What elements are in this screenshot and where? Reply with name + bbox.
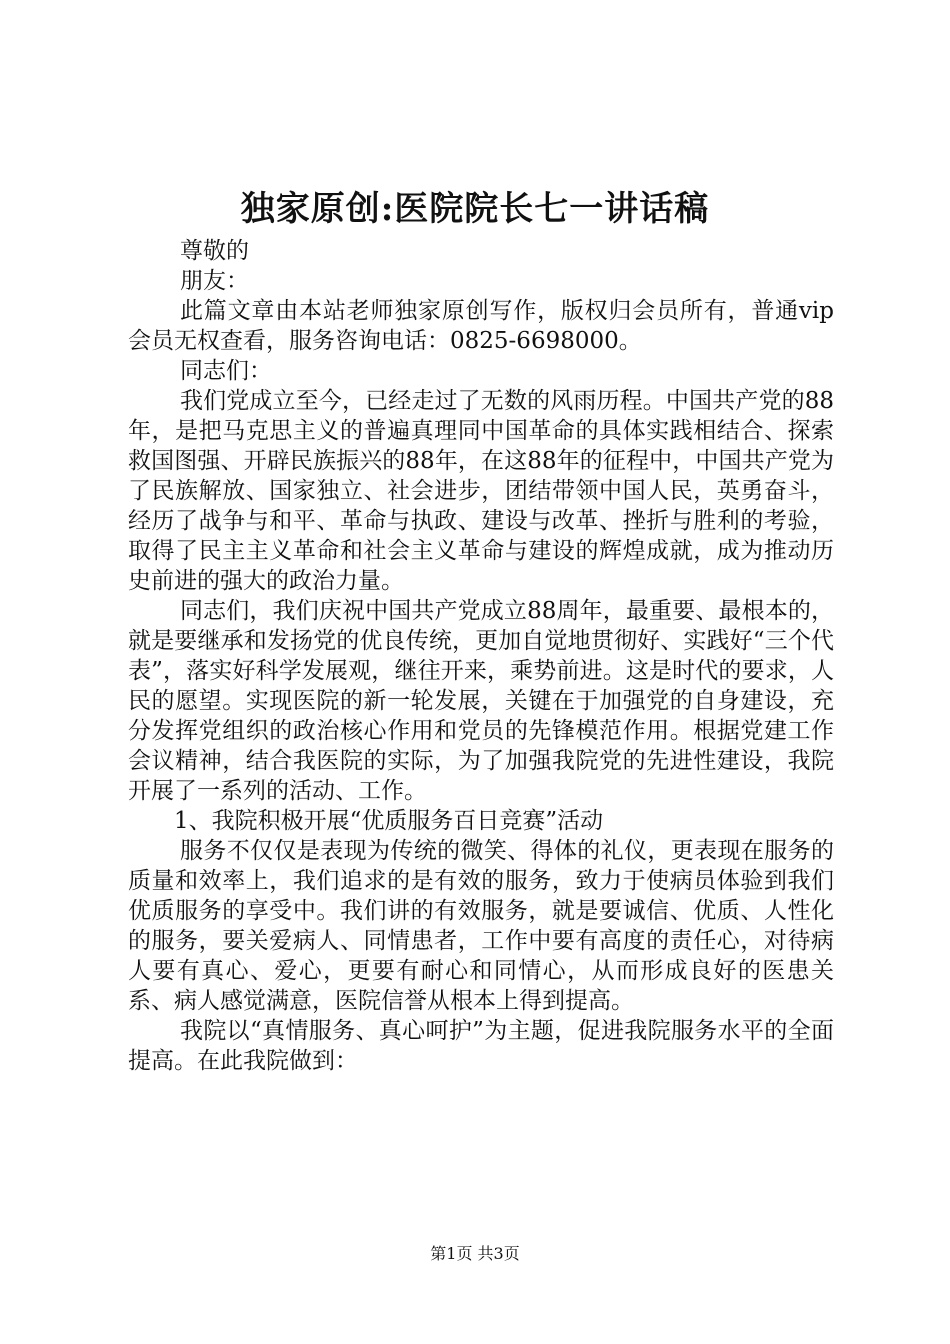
section-heading-1: 1、我院积极开展“优质服务百日竞赛”活动 <box>174 808 604 834</box>
address-comrades: 同志们： <box>180 358 272 384</box>
salutation-line-2: 朋友： <box>180 268 249 294</box>
paragraph-party-history: 我们党成立至今，已经走过了无数的风雨历程。中国共产党的88年，是把马克思主义的普遍真理同中国革命的具体实践相结合、探索救国图强、开辟民族振兴的88年，在这88年的征程中，中国共产党为了民族解放、国家独立、社会进步，团结带领中国人民，英勇奋斗，经历了战争与和平、革命与执政、建设与改革、挫折与胜利的考验，取得了民主主义革命和社会主义革命与建设的辉煌成就，成为推动历史前进的强大的政治力量。 <box>128 388 834 594</box>
document-title: 独家原创:医院院长七一讲话稿 <box>240 189 710 229</box>
salutation-line-1: 尊敬的 <box>180 238 249 264</box>
document-body <box>128 236 834 1076</box>
page-footer: 第1页 共3页 <box>430 1244 520 1263</box>
paragraph-celebration: 同志们，我们庆祝中国共产党成立88周年，最重要、最根本的，就是要继承和发扬党的优良传统，更加自觉地贯彻好、实践好“三个代表”，落实好科学发展观，继往开来，乘势前进。这是时代的要求，人民的愿望。实现医院的新一轮发展，关键在于加强党的自身建设，充分发挥党组织的政治核心作用和党员的先锋模范作用。根据党建工作会议精神，结合我医院的实际，为了加强我院党的先进性建设，我院开展了一系列的活动、工作。 <box>128 598 834 804</box>
copyright-notice: 此篇文章由本站老师独家原创写作，版权归会员所有，普通vip会员无权查看，服务咨询电话：0825-6698000。 <box>128 298 834 354</box>
paragraph-theme: 我院以“真情服务、真心呵护”为主题，促进我院服务水平的全面提高。在此我院做到： <box>128 1018 834 1074</box>
paragraph-service: 服务不仅仅是表现为传统的微笑、得体的礼仪，更表现在服务的质量和效率上，我们追求的是有效的服务，致力于使病员体验到我们优质服务的享受中。我们讲的有效服务，就是要诚信、优质、人性化的服务，要关爱病人、同情患者，工作中要有高度的责任心，对待病人要有真心、爱心，更要有耐心和同情心，从而形成良好的医患关系、病人感觉满意，医院信誉从根本上得到提高。 <box>128 838 834 1014</box>
